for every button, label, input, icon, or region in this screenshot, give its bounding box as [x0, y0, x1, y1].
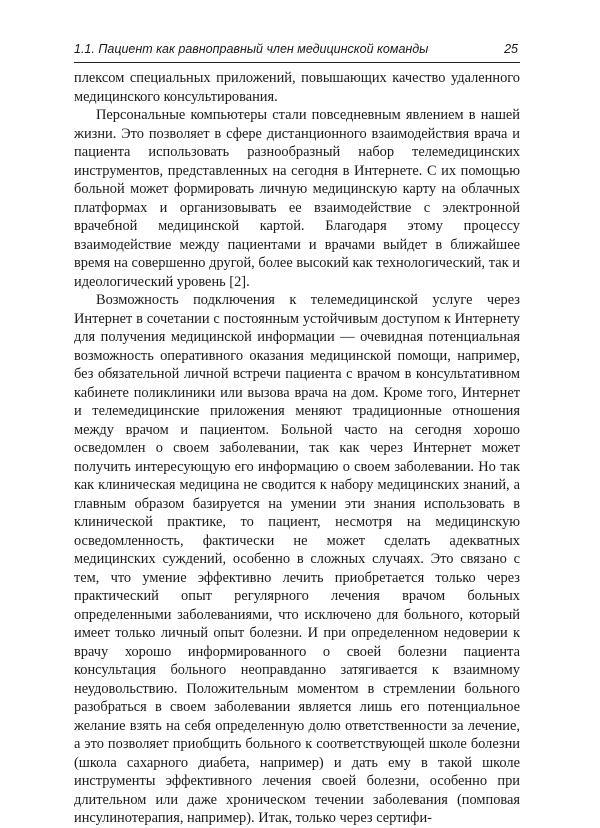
paragraph-computers: Персональные компьютеры стали повседневным явлением в нашей жизни. Это позволяет в сфере дистанционного взаимодействия врача и пациента использовать разнообразный набор телемедицинских инструментов, представленных на сегодня в Интернете. С их помощью больной может формировать личную медицинскую карту на облачных платформах и организовывать ее взаимодействие с электронной врачебной медицинской картой. Благодаря этому процессу взаимодействие между пациентами и врачами выйдет в ближайшее время на совершенно другой, более высокий как технологический, так и идеологический уровень [2].	[74, 107, 520, 290]
paragraph-telemedicine-access: Возможность подключения к телемедицинской услуге через Интернет в сочетании с постоянным устойчивым доступом к Интернету для получения медицинской информации — очевидная потенциальная возможность оперативного оказания медицинской помощи, например, без обязательной личной встречи пациента с врачом в консультативном кабинете поликлиники или вызова врача на дом. Кроме того, Интернет и телемедицинские приложения меняют традиционные отношения между врачом и пациентом. Больной часто на сегодня хорошо осведомлен о своем заболевании, так как через Интернет может получить интересующую его информацию о своем заболевании. Но так как клиническая медицина не сводится к набору медицинских знаний, а главным образом базируется на умении эти знания использовать в клинической практике, то пациент, несмотря на медицинскую осведомленность, фактически не может сделать адекватных медицинских суждений, особенно в сложных случаях. Это связано с тем, что умение эффективно лечить приобретается только через практический опыт регулярного лечения врачом больных определенными заболеваниями, что исключено для больного, который имеет только личный опыт болезни. И при определенном недоверии к врачу хорошо информированного о своей болезни пациента консультация больного неоправданно затягивается к взаимному неудовольствию. Положительным моментом в стремлении больного разобраться в своем заболевании является лишь его потенциальное желание взять на себя определенную долю ответственности за лечение, а это позволяет приобщить больного к соответствующей школе болезни (школа сахарного диабета, например) и дать ему в такой школе инструменты эффективного лечения своей болезни, особенно при длительном или даже хроническом течении заболевания (помповая инсулинотерапия, например). Итак, только через сертифи-	[74, 292, 520, 826]
body-text	[74, 69, 520, 828]
running-header	[74, 38, 520, 63]
paragraph-continuation: плексом специальных приложений, повышающих качество удаленного медицинского консультирования.	[74, 70, 520, 105]
page-number: 25	[504, 42, 518, 56]
chapter-title: 1.1. Пациент как равноправный член медицинской команды	[74, 42, 429, 56]
